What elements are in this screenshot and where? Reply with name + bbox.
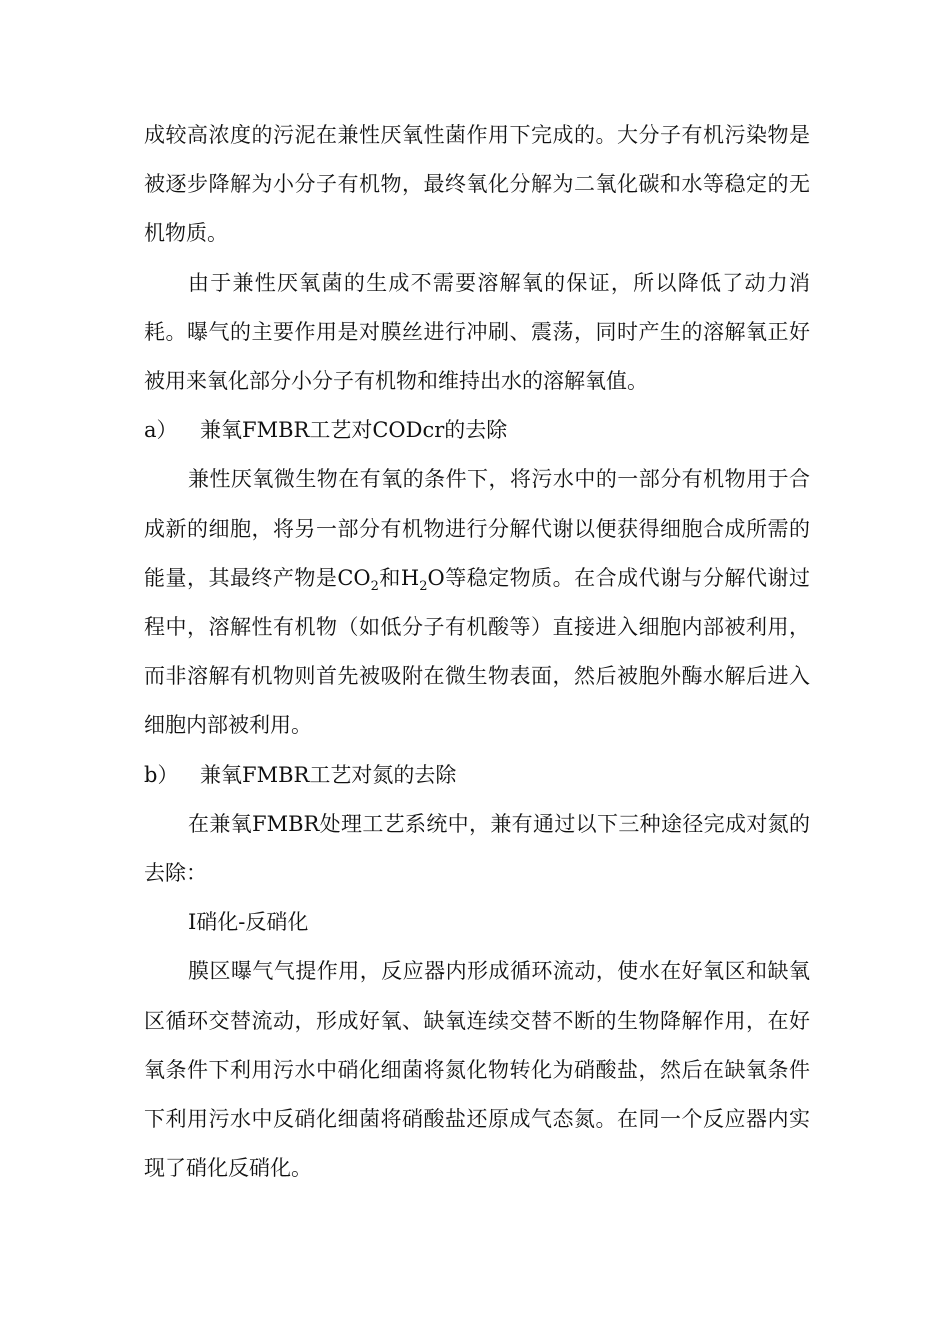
paragraph-cod-process <box>144 455 810 750</box>
para3-text-between: 和H <box>378 565 420 590</box>
para3-text-start: 兼性厌氧微生物在有氧的条件下，将污水中的一部分有机物用于合成新的细胞，将另一部分有机物进行分解代谢以便获得细胞合成所需的能量，其最终产物是CO <box>144 467 810 590</box>
heading-a-marker: a） <box>144 418 178 443</box>
paragraph-nitrification-process: 膜区曝气气提作用，反应器内形成循环流动，使水在好氧区和缺氧区循环交替流动，形成好氧、缺氧连续交替不断的生物降解作用，在好氧条件下利用污水中硝化细菌将氮化物转化为硝酸盐，然后在缺氧条件下利用污水中反硝化细菌将硝酸盐还原成气态氮。在同一个反应器内实现了硝化反硝化。 <box>144 959 810 1181</box>
heading-cod-removal <box>144 406 810 455</box>
heading-b-title: 兼氧FMBR工艺对氮的去除 <box>200 762 457 787</box>
co2-subscript: 2 <box>370 578 379 594</box>
para3-text-end: O等稳定物质。在合成代谢与分解代谢过程中，溶解性有机物（如低分子有机酸等）直接进入细胞内部被利用，而非溶解有机物则首先被吸附在微生物表面，然后被胞外酶水解后进入细胞内部被利用。 <box>144 565 810 738</box>
heading-nitrification: I硝化-反硝化 <box>188 910 309 935</box>
h2o-subscript: 2 <box>419 578 428 594</box>
paragraph-nitrogen-pathways: 在兼氧FMBR处理工艺系统中，兼有通过以下三种途径完成对氮的去除： <box>144 811 810 886</box>
document-body <box>144 111 810 1193</box>
heading-b-marker: b） <box>144 762 179 787</box>
heading-nitrogen-removal <box>144 751 810 800</box>
heading-a-title: 兼氧FMBR工艺对CODcr的去除 <box>200 418 508 443</box>
paragraph-sludge-intro: 成较高浓度的污泥在兼性厌氧性菌作用下完成的。大分子有机污染物是被逐步降解为小分子有机物，最终氧化分解为二氧化碳和水等稳定的无机物质。 <box>144 123 810 246</box>
paragraph-facultative-bacteria: 由于兼性厌氧菌的生成不需要溶解氧的保证，所以降低了动力消耗。曝气的主要作用是对膜丝进行冲刷、震荡，同时产生的溶解氧正好被用来氧化部分小分子有机物和维持出水的溶解氧值。 <box>144 270 810 394</box>
